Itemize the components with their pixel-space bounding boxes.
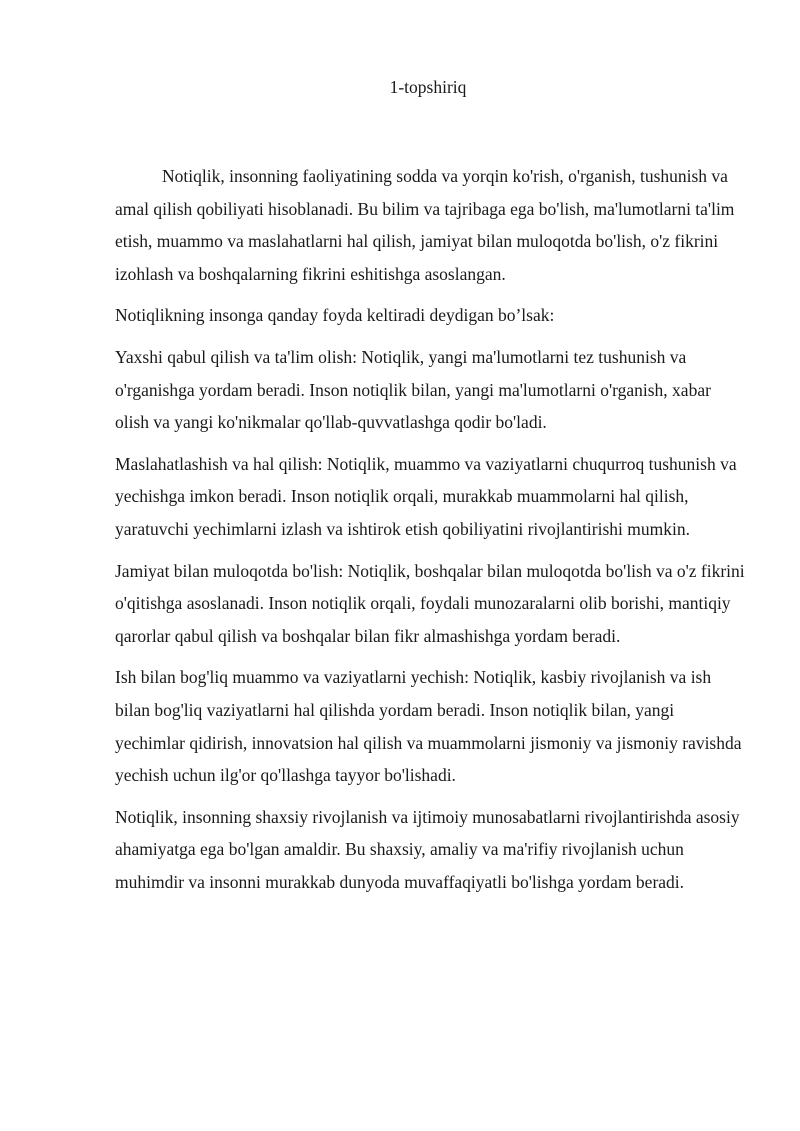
paragraph-learning: Yaxshi qabul qilish va ta'lim olish: Notiqlik, yangi ma'lumotlarni tez tushunish va o'rganishga yordam beradi. Inson notiqlik bilan, yangi ma'lumotlarni o'rganish, xabar olish va yangi ko'nikmalar qo'llab-quvvatlashga qodir bo'ladi. bbox=[115, 346, 711, 433]
paragraph-problem-solving: Maslahatlashish va hal qilish: Notiqlik, muammo va vaziyatlarni chuqurroq tushunish va yechishga imkon beradi. Inson notiqlik orqali, murakkab muammolarni hal qilish, yaratuvchi yechimlarni izlash va ishtirok etish qobiliyatini rivojlantirishi mumkin. bbox=[115, 453, 737, 539]
paragraph-intro: Notiqlik, insonning faoliyatining sodda va yorqin ko'rish, o'rganish, tushunish va amal qilish qobiliyati hisoblanadi. Bu bilim va tajribaga ega bo'lish, ma'lumotlarni ta'lim etish, muammo va maslahatlarni hal qilish, jamiyat bilan muloqotda bo'lish, o'z fikrini izohlash va boshqalarning fikrini eshitishga asoslangan. bbox=[115, 166, 735, 284]
document-title: 1-topshiriq bbox=[389, 77, 467, 97]
paragraph-work: Ish bilan bog'liq muammo va vaziyatlarni yechish: Notiqlik, kasbiy rivojlanish va ish bilan bog'liq vaziyatlarni hal qilishda yordam beradi. Inson notiqlik bilan, yangi yechimlar qidirish, innovatsion hal qilish va muammolarni jismoniy va jismoniy ravishda yechish uchun ilg'or qo'llashga tayyor bo'lishadi. bbox=[115, 667, 742, 786]
paragraph-conclusion: Notiqlik, insonning shaxsiy rivojlanish va ijtimoiy munosabatlarni rivojlantirishda asosiy ahamiyatga ega bo'lgan amaldir. Bu shaxsiy, amaliy va ma'rifiy rivojlanish uchun muhimdir va insonni murakkab dunyoda muvaffaqiyatli bo'lishga yordam beradi. bbox=[115, 806, 740, 892]
paragraph-question: Notiqlikning insonga qanday foyda keltiradi deydigan bo’lsak: bbox=[115, 305, 555, 326]
paragraph-communication: Jamiyat bilan muloqotda bo'lish: Notiqlik, boshqalar bilan muloqotda bo'lish va o'z fikrini o'qitishga asoslanadi. Inson notiqlik orqali, foydali munozaralarni olib borishi, mantiqiy qarorlar qabul qilish va boshqalar bilan fikr almashishga yordam beradi. bbox=[115, 560, 745, 646]
document-body bbox=[115, 160, 747, 907]
